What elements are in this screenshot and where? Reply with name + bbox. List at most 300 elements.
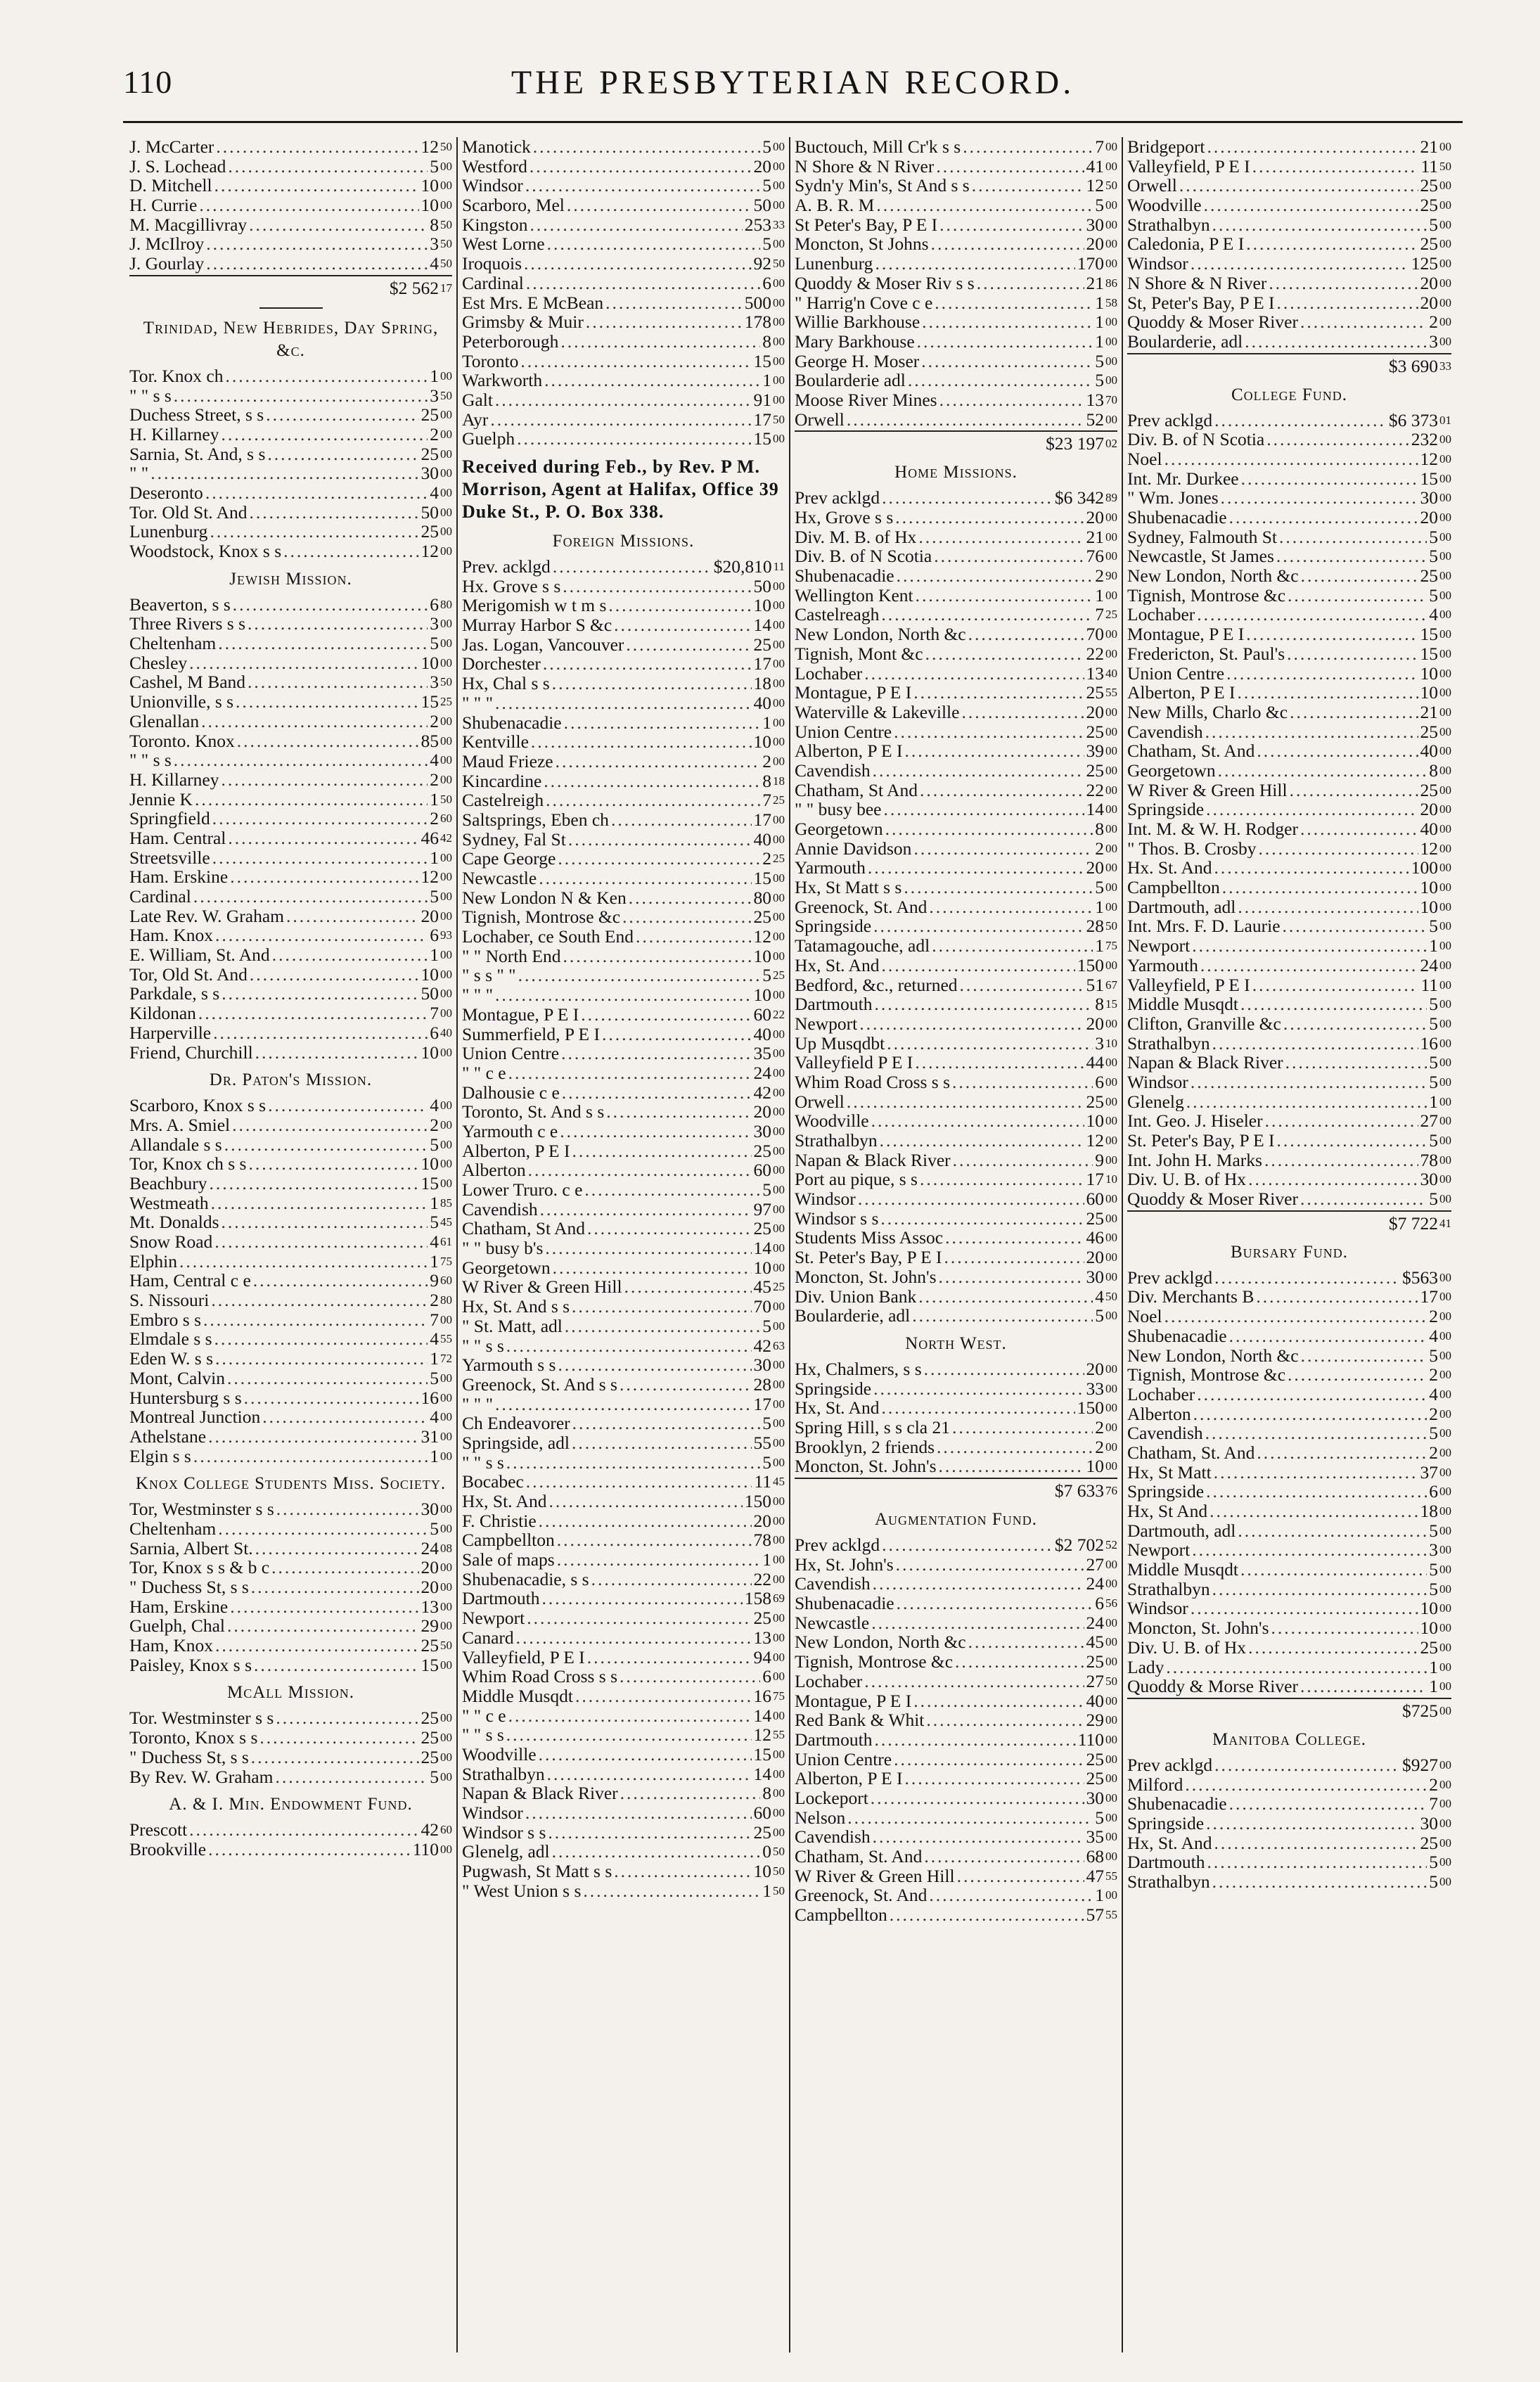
entry-amount — [1095, 1594, 1117, 1613]
entry-name: Boularderie, adl — [1127, 331, 1243, 352]
entry-name: Lochaber, ce South End — [462, 927, 634, 947]
entry-name: Newport — [795, 1013, 858, 1034]
amount-dollars: 45 — [1086, 1632, 1104, 1653]
ledger-entry — [795, 410, 1117, 430]
entry-name: Lochaber — [1127, 605, 1195, 625]
entry-name: Mont, Calvin — [129, 1368, 226, 1388]
amount-cents: 00 — [773, 1806, 785, 1819]
ledger-entry — [129, 1767, 452, 1787]
entry-amount — [421, 1388, 453, 1408]
section-heading: Jewish Mission. — [229, 569, 352, 589]
amount-dollars: 2 — [430, 711, 439, 731]
ledger-entry — [462, 234, 785, 254]
section-heading: Augmentation Fund. — [875, 1510, 1037, 1529]
leader-dots — [212, 809, 428, 828]
leader-dots — [1252, 157, 1419, 177]
entry-amount — [754, 1297, 785, 1317]
amount-dollars: 24 — [753, 1063, 771, 1083]
ledger-entry — [129, 503, 452, 523]
leader-dots — [1241, 469, 1418, 489]
ledger-entry — [129, 984, 452, 1004]
entry-name: Valleyfield, P E I — [462, 1647, 585, 1667]
amount-dollars: 30 — [1420, 1170, 1438, 1190]
entry-name: " " — [129, 463, 149, 483]
entry-name: Bridgeport — [1127, 137, 1205, 157]
amount-dollars: 20 — [1086, 1248, 1104, 1267]
entry-name: Tignish, Montrose &c — [795, 1652, 954, 1672]
amount-dollars: 57 — [1086, 1905, 1104, 1925]
entry-name: Lunenburg — [795, 254, 873, 274]
entry-amount — [1086, 274, 1118, 293]
entry-name: Chatham, St. And — [1127, 741, 1255, 761]
amount-cents: 00 — [773, 1319, 785, 1333]
entry-amount — [430, 1271, 452, 1291]
amount-dollars: 5 — [1429, 916, 1438, 937]
entry-name: Campbellton — [795, 1905, 887, 1925]
leader-dots — [884, 800, 1084, 819]
amount-cents: 00 — [1439, 1387, 1451, 1401]
leader-dots — [271, 1558, 418, 1577]
entry-amount — [430, 425, 452, 444]
leader-dots — [620, 1375, 752, 1395]
entry-amount — [1429, 1443, 1451, 1463]
amount-cents: 00 — [1105, 140, 1117, 153]
amount-dollars: 16 — [753, 1686, 771, 1706]
amount-dollars: 10 — [753, 1257, 771, 1278]
leader-dots — [283, 542, 418, 561]
ledger-entry — [1127, 527, 1451, 547]
leader-dots — [552, 674, 752, 693]
leader-dots — [912, 1306, 1093, 1326]
amount-dollars: 40 — [753, 829, 771, 850]
amount-dollars: 1 — [1095, 897, 1104, 917]
amount-dollars: 6 — [762, 273, 771, 293]
leader-dots — [206, 234, 428, 254]
entry-amount — [421, 1427, 453, 1447]
amount-cents: 00 — [440, 1711, 452, 1725]
entry-name: Beachbury — [129, 1173, 207, 1193]
amount-dollars: 52 — [1086, 409, 1104, 430]
entry-name: Up Musqdbt — [795, 1033, 885, 1054]
entry-amount — [430, 1135, 452, 1155]
entry-name: Moncton, St. John's — [795, 1267, 937, 1287]
entry-name: Napan & Black River — [1127, 1053, 1283, 1072]
entry-amount — [1095, 819, 1117, 839]
amount-dollars: 25 — [421, 1747, 439, 1767]
ledger-entry — [129, 463, 452, 483]
leader-dots — [556, 752, 761, 771]
entry-amount — [762, 332, 785, 352]
leader-dots — [508, 1063, 752, 1083]
entry-amount — [1086, 1672, 1118, 1691]
leader-dots — [620, 1667, 760, 1686]
amount-cents: 25 — [773, 1280, 785, 1294]
amount-cents: 00 — [1439, 1875, 1451, 1888]
amount-cents: 10 — [1105, 1036, 1117, 1050]
leader-dots — [874, 1730, 1075, 1750]
leader-dots — [276, 1708, 418, 1728]
amount-cents: 00 — [1105, 899, 1117, 914]
entry-name: Georgetown — [462, 1257, 551, 1278]
amount-cents: 00 — [1105, 1693, 1117, 1708]
entry-name: Windsor s s — [462, 1822, 546, 1843]
ledger-entry — [1127, 1872, 1451, 1892]
leader-dots — [179, 1252, 428, 1272]
ledger-entry — [795, 819, 1117, 839]
section-heading: Bursary Fund. — [1230, 1242, 1349, 1262]
entry-name: Elgin s s — [129, 1446, 191, 1466]
entry-name: Brookville — [129, 1839, 207, 1859]
amount-cents: 00 — [773, 1513, 785, 1528]
entry-amount — [1429, 1072, 1451, 1092]
entry-amount — [430, 215, 452, 235]
ledger-entry — [129, 672, 452, 692]
entry-name: H. Killarney — [129, 424, 219, 444]
total-dollars: $7 722 — [1388, 1212, 1438, 1234]
amount-cents: 00 — [440, 1137, 452, 1151]
entry-name: George H. Moser — [795, 351, 920, 371]
amount-cents: 00 — [773, 1747, 785, 1761]
amount-dollars: 1 — [1429, 1657, 1438, 1677]
amount-cents: 00 — [773, 1708, 785, 1722]
amount-cents: 00 — [773, 1241, 785, 1255]
amount-dollars: 1 — [430, 1446, 439, 1466]
entry-name: Parkdale, s s — [129, 984, 220, 1004]
ledger-entry — [795, 1092, 1117, 1112]
amount-cents: 00 — [1439, 1075, 1451, 1089]
amount-dollars: 9 — [1095, 1150, 1104, 1170]
amount-cents: 00 — [1105, 217, 1117, 231]
entry-amount — [1420, 566, 1452, 586]
ledger-entry — [795, 1418, 1117, 1437]
leader-dots — [251, 1748, 419, 1767]
amount-cents: 00 — [773, 1416, 785, 1430]
leader-dots — [864, 1672, 1084, 1691]
amount-cents: 60 — [440, 812, 452, 826]
entry-amount — [421, 196, 453, 215]
ledger-entry — [795, 1555, 1117, 1575]
entry-name: " West Union s s — [462, 1881, 582, 1901]
leader-dots — [206, 254, 428, 274]
ledger-entry — [462, 985, 785, 1005]
entry-name: Strathalbyn — [795, 1131, 878, 1151]
leader-dots — [936, 157, 1084, 177]
amount-cents: 00 — [1105, 958, 1117, 972]
amount-dollars: 22 — [1086, 780, 1104, 800]
ledger-entry — [129, 1329, 452, 1349]
entry-name: St, Peter's Bay, P E I — [1127, 293, 1275, 313]
amount-dollars: 5 — [762, 1414, 771, 1433]
section-total — [795, 430, 1117, 454]
leader-dots — [587, 1648, 752, 1667]
amount-dollars: 5 — [430, 1767, 439, 1787]
amount-dollars: 8 — [762, 1784, 771, 1803]
amount-dollars: 5 — [1429, 1560, 1438, 1580]
entry-name: Windsor — [1127, 1599, 1188, 1619]
entry-amount — [762, 176, 785, 196]
amount-cents: 00 — [1105, 763, 1117, 777]
ledger-entry — [1127, 1658, 1451, 1677]
ledger-entry — [1127, 722, 1451, 742]
entry-name: Scarboro, Knox s s — [129, 1096, 267, 1115]
amount-dollars: 3 — [1095, 1033, 1104, 1054]
entry-amount — [430, 790, 452, 809]
entry-name: Deseronto — [129, 482, 203, 503]
amount-dollars: 51 — [1086, 975, 1104, 995]
entry-amount — [430, 386, 452, 406]
ledger-entry — [795, 274, 1117, 293]
amount-cents: 55 — [1105, 1869, 1117, 1883]
amount-dollars: 11 — [1420, 975, 1438, 995]
amount-dollars: 3 — [430, 385, 439, 406]
leader-dots — [226, 366, 428, 386]
entry-name: Caledonia, P E I — [1127, 234, 1245, 255]
ledger-entry — [795, 1034, 1117, 1054]
leader-dots — [539, 869, 751, 888]
amount-cents: 00 — [1105, 315, 1117, 329]
ledger-entry — [462, 869, 785, 888]
entry-name: Kentville — [462, 732, 529, 752]
amount-cents: 50 — [773, 257, 785, 271]
entry-amount — [754, 1765, 785, 1784]
entry-name: Newcastle — [795, 1613, 870, 1633]
amount-dollars: 22 — [753, 1569, 771, 1589]
leader-dots — [564, 713, 761, 733]
leader-dots — [1206, 800, 1418, 819]
amount-dollars: 3 — [1429, 331, 1438, 352]
entry-name: Montague, P E I — [1127, 625, 1245, 644]
leader-dots — [890, 1905, 1084, 1925]
amount-cents: 01 — [1439, 413, 1451, 427]
leader-dots — [897, 566, 1093, 586]
amount-dollars: 20 — [1086, 508, 1104, 527]
total-cents: 76 — [1105, 1484, 1117, 1497]
amount-dollars: 94 — [753, 1647, 771, 1667]
amount-dollars: 5 — [1429, 585, 1438, 606]
entry-name: Noel — [1127, 1307, 1162, 1326]
leader-dots — [918, 527, 1084, 547]
leader-dots — [614, 1862, 751, 1881]
entry-amount — [1429, 1540, 1451, 1560]
entry-amount — [1086, 1574, 1118, 1594]
amount-dollars: 20 — [421, 1558, 439, 1577]
amount-cents: 00 — [773, 1065, 785, 1080]
amount-cents: 00 — [440, 1006, 452, 1020]
ledger-entry — [795, 741, 1117, 761]
amount-dollars: 25 — [1420, 176, 1438, 196]
leader-dots — [904, 1769, 1084, 1788]
entry-amount — [1429, 1658, 1451, 1677]
amount-dollars: 8 — [430, 214, 439, 235]
amount-cents: 00 — [1439, 783, 1451, 797]
entry-amount — [430, 634, 452, 653]
amount-cents: 50 — [440, 388, 452, 402]
ledger-entry — [129, 614, 452, 634]
amount-dollars: 2 — [1095, 1417, 1104, 1437]
entry-amount — [1420, 839, 1452, 859]
entry-amount — [1095, 586, 1117, 606]
entry-name: Est Mrs. E McBean — [462, 293, 604, 313]
ledger-entry — [462, 196, 785, 215]
leader-dots — [1240, 1560, 1427, 1580]
amount-cents: 00 — [1439, 433, 1451, 447]
entry-name: Orwell — [795, 1091, 845, 1112]
amount-dollars: 29 — [1086, 1710, 1104, 1730]
entry-amount — [762, 771, 785, 791]
entry-amount — [1420, 1618, 1452, 1638]
leader-dots — [548, 1492, 742, 1511]
amount-cents: 00 — [440, 159, 452, 173]
entry-amount — [754, 1628, 785, 1648]
entry-amount — [421, 444, 453, 464]
leader-dots — [563, 577, 751, 596]
amount-cents: 00 — [1105, 588, 1117, 602]
amount-dollars: 110 — [1077, 1729, 1104, 1750]
entry-amount — [754, 1803, 785, 1823]
entry-name: Yarmouth s s — [462, 1355, 556, 1375]
entry-name: Snow Road — [129, 1232, 213, 1252]
entry-name: Montreal Junction — [129, 1407, 261, 1427]
entry-amount — [1086, 390, 1118, 410]
entry-amount — [430, 1407, 452, 1427]
amount-cents: 00 — [440, 617, 452, 631]
ledger-entry — [795, 390, 1117, 410]
amount-cents: 00 — [1439, 530, 1451, 544]
entry-amount — [1420, 157, 1451, 177]
leader-dots — [1209, 1501, 1418, 1521]
leader-dots — [1271, 1618, 1418, 1638]
amount-dollars: 15 — [421, 1173, 439, 1193]
leader-dots — [203, 1310, 428, 1330]
ledger-entry — [795, 1691, 1117, 1711]
ledger-entry — [1127, 994, 1451, 1014]
entry-amount — [430, 1519, 452, 1539]
leader-dots — [211, 1291, 428, 1310]
ledger-entry — [462, 1375, 785, 1395]
amount-cents: 00 — [773, 598, 785, 613]
ledger-entry — [462, 176, 785, 196]
ledger-entry — [795, 1885, 1117, 1905]
leader-dots — [232, 1115, 428, 1135]
ledger-entry — [1127, 1170, 1451, 1189]
entry-amount — [1411, 858, 1451, 878]
entry-name: Waterville & Lakeville — [795, 702, 960, 722]
entry-amount — [754, 693, 785, 713]
entry-amount — [1420, 488, 1452, 508]
amount-cents: 00 — [1439, 1640, 1451, 1654]
leader-dots — [545, 1238, 751, 1258]
amount-cents: 00 — [773, 334, 785, 348]
amount-cents: 00 — [440, 734, 452, 748]
leader-dots — [215, 926, 428, 945]
leader-dots — [1212, 1034, 1418, 1054]
amount-cents: 40 — [440, 1025, 452, 1039]
entry-amount — [762, 1784, 785, 1803]
amount-cents: 00 — [1439, 1465, 1451, 1479]
entry-name: Dartmouth, adl — [1127, 897, 1236, 917]
amount-cents: 75 — [773, 1689, 785, 1703]
ledger-entry — [129, 1004, 452, 1023]
ledger-entry — [462, 1511, 785, 1531]
ledger-entry — [462, 1277, 785, 1297]
amount-dollars: 30 — [1086, 214, 1104, 235]
amount-cents: 00 — [1439, 1523, 1451, 1537]
section-total — [1127, 353, 1451, 377]
entry-name: Mt. Donalds — [129, 1212, 219, 1232]
entry-amount — [430, 1447, 452, 1466]
leader-dots — [250, 503, 419, 523]
entry-name: Cavendish — [1127, 1423, 1203, 1443]
amount-cents: 00 — [440, 1429, 452, 1443]
amount-cents: 00 — [1439, 1153, 1451, 1167]
amount-dollars: 46 — [1086, 1228, 1104, 1248]
entry-name: Manotick — [462, 137, 531, 157]
amount-dollars: 5 — [762, 1316, 771, 1336]
entry-name: Boularderie adl — [795, 371, 906, 390]
leader-dots — [193, 1447, 428, 1466]
entry-name: Boularderie, adl — [795, 1306, 911, 1326]
amount-cents: 00 — [773, 1572, 785, 1586]
amount-cents: 55 — [440, 1332, 452, 1346]
ledger-entry — [462, 1258, 785, 1278]
entry-name: Montague, P E I — [795, 1691, 912, 1711]
ledger-entry — [795, 839, 1117, 859]
amount-dollars: 1 — [430, 366, 439, 386]
entry-name: Allandale s s — [129, 1134, 222, 1155]
ledger-entry — [462, 674, 785, 693]
amount-cents: 00 — [440, 1390, 452, 1404]
entry-amount — [1086, 1710, 1118, 1730]
leader-dots — [875, 254, 1074, 274]
amount-cents: 33 — [773, 217, 785, 231]
entry-name: Shubenacadie — [1127, 1794, 1227, 1814]
ledger-entry — [795, 916, 1117, 936]
amount-cents: 00 — [440, 1769, 452, 1784]
amount-dollars: 6 — [1429, 1482, 1438, 1501]
amount-cents: 00 — [773, 1202, 785, 1216]
ledger-entry — [1127, 1852, 1451, 1872]
leader-dots — [1248, 1170, 1418, 1189]
ledger-entry — [129, 1539, 452, 1558]
amount-cents: 00 — [1105, 334, 1117, 348]
header-rule — [123, 121, 1463, 123]
entry-name: Prev acklgd — [1127, 1755, 1213, 1775]
entry-amount — [1086, 1359, 1118, 1379]
entry-amount — [754, 1375, 785, 1395]
leader-dots — [926, 1710, 1084, 1730]
amount-cents: 00 — [1439, 315, 1451, 329]
entry-amount — [1086, 625, 1118, 644]
ledger-entry — [795, 312, 1117, 332]
ledger-entry — [462, 596, 785, 615]
amount-dollars: 11 — [754, 1472, 771, 1492]
leader-dots — [871, 1111, 1084, 1131]
leader-dots — [215, 1636, 419, 1656]
entry-amount — [754, 810, 785, 830]
leader-dots — [873, 1574, 1084, 1594]
leader-dots — [586, 312, 743, 332]
entry-name: Tignish, Mont &c — [795, 643, 923, 664]
entry-amount — [754, 732, 785, 752]
amount-dollars: 13 — [1086, 390, 1104, 410]
amount-dollars: 5 — [1429, 1013, 1438, 1034]
entry-amount — [421, 828, 453, 848]
amount-dollars: 4 — [1095, 1286, 1104, 1307]
entry-name: Guelph, Chal — [129, 1616, 225, 1637]
ledger-entry — [129, 907, 452, 926]
entry-amount — [1429, 215, 1451, 235]
amount-cents: 00 — [440, 408, 452, 422]
